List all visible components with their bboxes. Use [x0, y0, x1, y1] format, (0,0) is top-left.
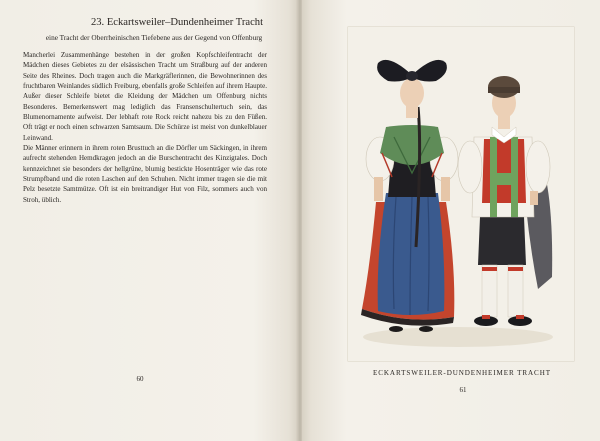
section-title: 23. Eckartsweiler–Dundenheimer Tracht — [90, 17, 264, 28]
page-number-left: 60 — [136, 375, 144, 383]
page-number-right: 61 — [459, 386, 467, 394]
body-text — [23, 50, 267, 205]
costume-illustration — [348, 27, 574, 361]
illustration-caption: ECKARTSWEILER-DUNDENHEIMER TRACHT — [373, 369, 551, 377]
paragraph-men: Die Männer erinnern in ihrem roten Brusttuch an die Dörfler um Säckingen, in ihrem aufrecht stehenden Hemdkragen jedoch an die Burschentracht des Kinzigtales. Doch kennzeichnet sie besonders der hellgrüne, blumig bestickte Hosenträger wie das rote Strumpfband und die roten Laschen auf den Schuhen. Nicht immer tragen sie die mit Pelz besetzte Samtmütze. Oft ist ein breitrandiger Hut von Filz, sommers auch von Stroh, üblich. — [23, 144, 267, 204]
section-subtitle: eine Tracht der Oberrheinischen Tiefebene aus der Gegend von Offenburg — [45, 33, 263, 42]
left-page — [0, 0, 298, 441]
paragraph-women: Mancherlei Zusammenhänge bestehen in der großen Kopfschleifentracht der Mädchen dieses Gebietes zu der elsässischen Tracht um Straßburg auf der anderen Seite des Rheines. Doch tragen auch die Markgräflerinnen, die Bewohnerinnen des fruchtbaren Weinlandes südlich Freiburg, ebenfalls große Schleifen auf ihrem Haupte. Außer dieser Schleife bietet die Kleidung der Mädchen um Offenburg nichts Besonderes. Bemerkenswert mag lediglich das Fransenschultertuch sein, das Blumenornamente aufweist. Der lebhaft rote Rock reicht nahezu bis zu den Füßen. Oft trägt er noch einen schwarzen Samtsaum. Die Schürze ist meist von dunkelblauer Leinwand. — [23, 51, 267, 142]
